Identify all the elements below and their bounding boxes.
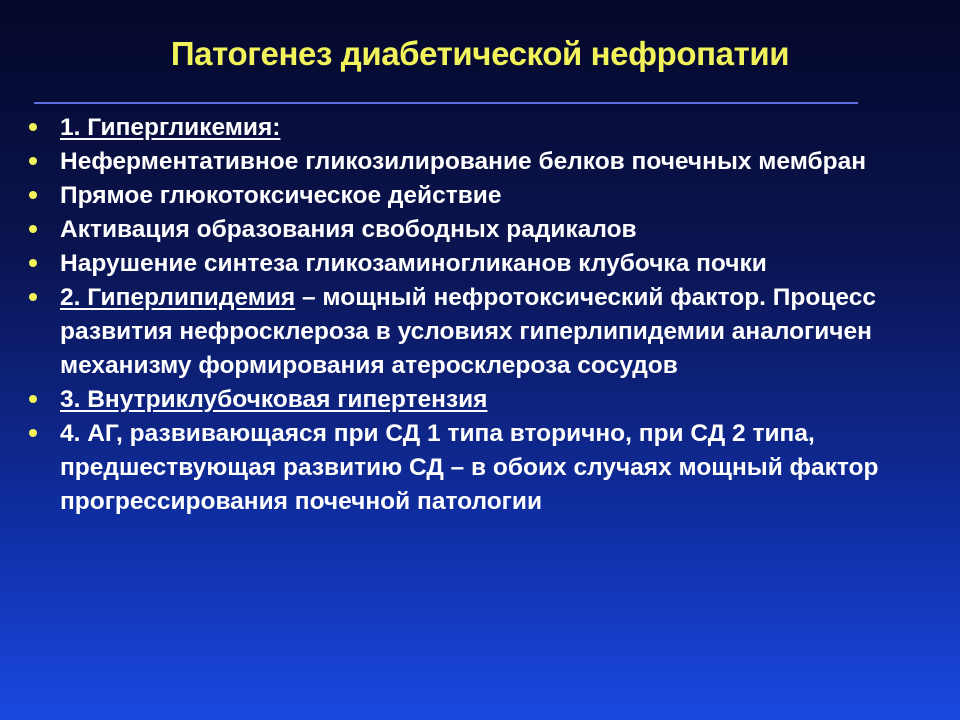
bullet-item-glycation (26, 145, 926, 179)
bullet-item-glucotoxic (26, 179, 926, 213)
bullet-dot-icon (29, 259, 37, 267)
title-divider (34, 102, 858, 104)
bullet-heading: 2. Гиперлипидемия (60, 284, 296, 311)
bullet-dot-icon (29, 123, 37, 131)
bullet-text: 4. АГ, развивающаяся при СД 1 типа вторично, при СД 2 типа, предшествующая развитию СД – в обоих случаях мощный фактор прогрессирования почечной патологии (60, 420, 879, 515)
bullet-list (26, 111, 926, 519)
bullet-item-free-radicals (26, 213, 926, 247)
bullet-dot-icon (29, 293, 37, 301)
bullet-text: Нарушение синтеза гликозаминогликанов клубочка почки (60, 250, 767, 277)
slide-title: Патогенез диабетической нефропатии (170, 35, 790, 72)
bullet-text: Активация образования свободных радикалов (60, 216, 637, 243)
bullet-dot-icon (29, 395, 37, 403)
bullet-text: Неферментативное гликозилирование белков почечных мембран (60, 148, 867, 175)
bullet-text: Прямое глюкотоксическое действие (60, 182, 502, 209)
bullet-item-hyperglycemia (26, 111, 926, 145)
bullet-text: 1. Гипергликемия: (60, 114, 281, 141)
bullet-dot-icon (29, 225, 37, 233)
bullet-item-glomerular-hypertension (26, 383, 926, 417)
bullet-text: – мощный нефротоксический фактор. Процесс развития нефросклероза в условиях гиперлипидемии аналогичен механизму формирования атеросклероза сосудов (60, 284, 876, 379)
bullet-item-gag-synthesis (26, 247, 926, 281)
bullet-dot-icon (29, 429, 37, 437)
bullet-dot-icon (29, 157, 37, 165)
bullet-item-hyperlipidemia (26, 281, 926, 383)
bullet-dot-icon (29, 191, 37, 199)
bullet-item-arterial-hypertension (26, 417, 926, 519)
bullet-text: 3. Внутриклубочковая гипертензия (60, 386, 488, 413)
